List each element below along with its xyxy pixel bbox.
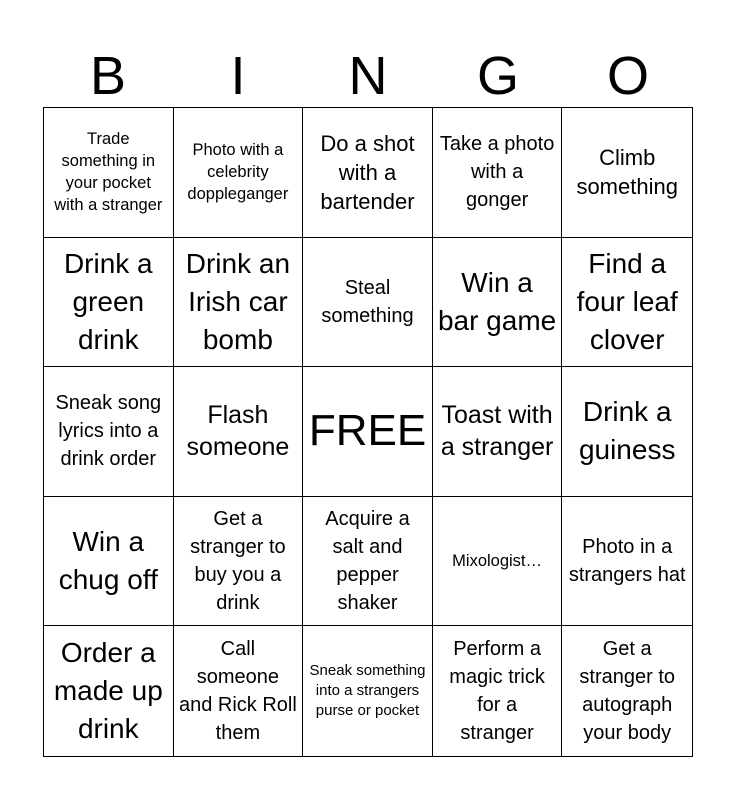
cell-label: Get a stranger to autograph your body — [579, 638, 675, 745]
bingo-cell-r1c4[interactable] — [433, 108, 563, 238]
cell-label: Call someone and Rick Roll them — [178, 638, 297, 745]
cell-label: Drink a green drink — [63, 247, 153, 355]
free-space-label: FREE — [308, 406, 427, 456]
cell-label: Sneak song lyrics into a drink order — [55, 392, 162, 471]
bingo-cell-r5c3[interactable] — [303, 626, 433, 756]
bingo-cell-r4c1[interactable] — [44, 497, 174, 627]
cell-label: Perform a magic trick for a stranger — [449, 638, 545, 745]
cell-label: Win a bar game — [437, 266, 557, 336]
bingo-cell-r3c5[interactable] — [562, 367, 692, 497]
bingo-cell-r5c4[interactable] — [433, 626, 563, 756]
cell-label: Flash someone — [186, 401, 290, 462]
bingo-cell-r5c1[interactable] — [44, 626, 174, 756]
cell-label: Mixologist… — [452, 552, 543, 571]
header-letter-i: I — [230, 46, 246, 106]
header-letter-b: B — [89, 46, 127, 106]
cell-label: Get a stranger to buy you a drink — [190, 508, 286, 615]
cell-label: Toast with a stranger — [440, 401, 554, 462]
cell-label: Acquire a salt and pepper shaker — [325, 508, 410, 615]
bingo-cell-r5c5[interactable] — [562, 626, 692, 756]
header-letter-g: G — [476, 46, 519, 106]
bingo-board — [43, 107, 693, 757]
cell-label: Order a made up drink — [53, 637, 163, 745]
bingo-cell-r4c3[interactable] — [303, 497, 433, 627]
bingo-cell-r1c5[interactable] — [562, 108, 692, 238]
cell-label: Trade something in your pocket with a stranger — [54, 130, 163, 215]
bingo-cell-r4c2[interactable] — [174, 497, 304, 627]
bingo-cell-r4c4[interactable] — [433, 497, 563, 627]
bingo-cell-r1c2[interactable] — [174, 108, 304, 238]
bingo-cell-r5c2[interactable] — [174, 626, 304, 756]
header-letter-o: O — [606, 46, 649, 106]
cell-label: Take a photo with a gonger — [439, 133, 555, 212]
cell-label: Win a chug off — [58, 526, 158, 596]
cell-label: Do a shot with a bartender — [320, 130, 415, 214]
bingo-cell-r3c4[interactable] — [433, 367, 563, 497]
cell-label: Drink an Irish car bomb — [185, 247, 291, 355]
cell-label: Steal something — [321, 276, 414, 327]
bingo-cell-r3c2[interactable] — [174, 367, 304, 497]
bingo-cell-r2c1[interactable] — [44, 238, 174, 368]
cell-label: Drink a guiness — [578, 396, 676, 466]
cell-label: Photo in a strangers hat — [568, 536, 686, 587]
header-letter-n: N — [348, 46, 388, 106]
bingo-cell-r1c1[interactable] — [44, 108, 174, 238]
bingo-cell-r3c1[interactable] — [44, 367, 174, 497]
bingo-cell-r4c5[interactable] — [562, 497, 692, 627]
cell-label: Climb something — [576, 145, 678, 200]
bingo-header — [43, 44, 693, 108]
cell-label: Sneak something into a strangers purse or pocket — [309, 662, 426, 720]
cell-label: Find a four leaf clover — [576, 247, 678, 355]
bingo-cell-r2c4[interactable] — [433, 238, 563, 368]
bingo-cell-r2c5[interactable] — [562, 238, 692, 368]
cell-label: Photo with a celebrity doppleganger — [187, 141, 289, 204]
bingo-cell-r1c3[interactable] — [303, 108, 433, 238]
bingo-cell-r3c3[interactable] — [303, 367, 433, 497]
bingo-cell-r2c2[interactable] — [174, 238, 304, 368]
bingo-cell-r2c3[interactable] — [303, 238, 433, 368]
